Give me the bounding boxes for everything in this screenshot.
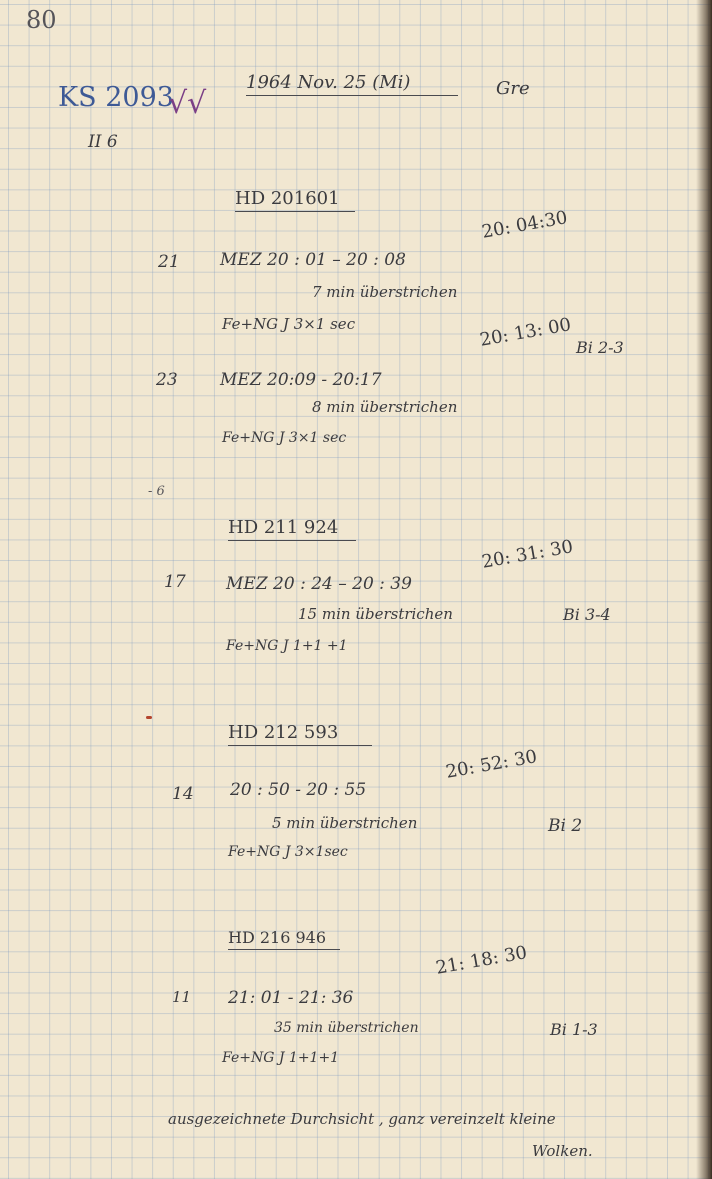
star-designation: HD 211 924 — [228, 517, 356, 541]
seeing-note: Bi 2 — [548, 816, 583, 836]
time-range: MEZ 20 : 01 – 20 : 08 — [220, 250, 406, 270]
filter-note: Fe+NG J 3×1 sec — [222, 315, 356, 333]
seeing-note: Bi 1-3 — [550, 1020, 598, 1039]
time-range: MEZ 20 : 24 – 20 : 39 — [226, 574, 412, 594]
star-designation: HD 216 946 — [228, 928, 340, 950]
filter-note: Fe+NG J 3×1 sec — [222, 430, 347, 446]
filter-note: Fe+NG J 3×1sec — [228, 844, 348, 860]
mid-time: 20: 31: 30 — [480, 536, 575, 573]
remark-line: ausgezeichnete Durchsicht , ganz vereinzelt kleine — [168, 1110, 556, 1128]
plate-index: 14 — [172, 784, 194, 804]
observer-initials: Gre — [496, 78, 530, 99]
mid-time: 21: 18: 30 — [434, 942, 529, 979]
exposure-note: 35 min überstrichen — [274, 1020, 419, 1036]
time-range: MEZ 20:09 - 20:17 — [220, 370, 382, 390]
page-number: 80 — [26, 6, 57, 34]
exposure-note: 5 min überstrichen — [272, 814, 418, 832]
mid-time: 20: 13: 00 — [478, 314, 573, 351]
exposure-note: 15 min überstrichen — [298, 605, 453, 623]
margin-mark: - 6 — [148, 484, 165, 499]
mid-time: 20: 52: 30 — [444, 746, 539, 783]
seeing-note: Bi 2-3 — [576, 338, 624, 357]
red-ink-dot — [146, 716, 152, 719]
plate-index: 17 — [164, 572, 186, 592]
filter-note: Fe+NG J 1+1+1 — [222, 1050, 340, 1066]
plate-index: 21 — [158, 252, 180, 272]
star-designation: HD 201601 — [235, 188, 355, 212]
remark-line: Wolken. — [532, 1142, 593, 1160]
volume-reference: II 6 — [88, 132, 118, 152]
mid-time: 20: 04:30 — [480, 207, 570, 243]
time-range: 21: 01 - 21: 36 — [228, 988, 354, 1008]
star-designation: HD 212 593 — [228, 722, 372, 746]
notebook-binding-edge — [696, 0, 712, 1179]
check-marks: √√ — [168, 86, 207, 121]
exposure-note: 8 min überstrichen — [312, 398, 458, 416]
observation-date: 1964 Nov. 25 (Mi) — [246, 72, 458, 96]
seeing-note: Bi 3-4 — [563, 605, 611, 624]
catalog-reference: KS 2093 — [58, 82, 174, 113]
filter-note: Fe+NG J 1+1 +1 — [226, 638, 348, 654]
exposure-note: 7 min überstrichen — [312, 283, 458, 301]
plate-index: 23 — [156, 370, 178, 390]
time-range: 20 : 50 - 20 : 55 — [230, 780, 367, 800]
plate-index: 11 — [172, 988, 192, 1006]
